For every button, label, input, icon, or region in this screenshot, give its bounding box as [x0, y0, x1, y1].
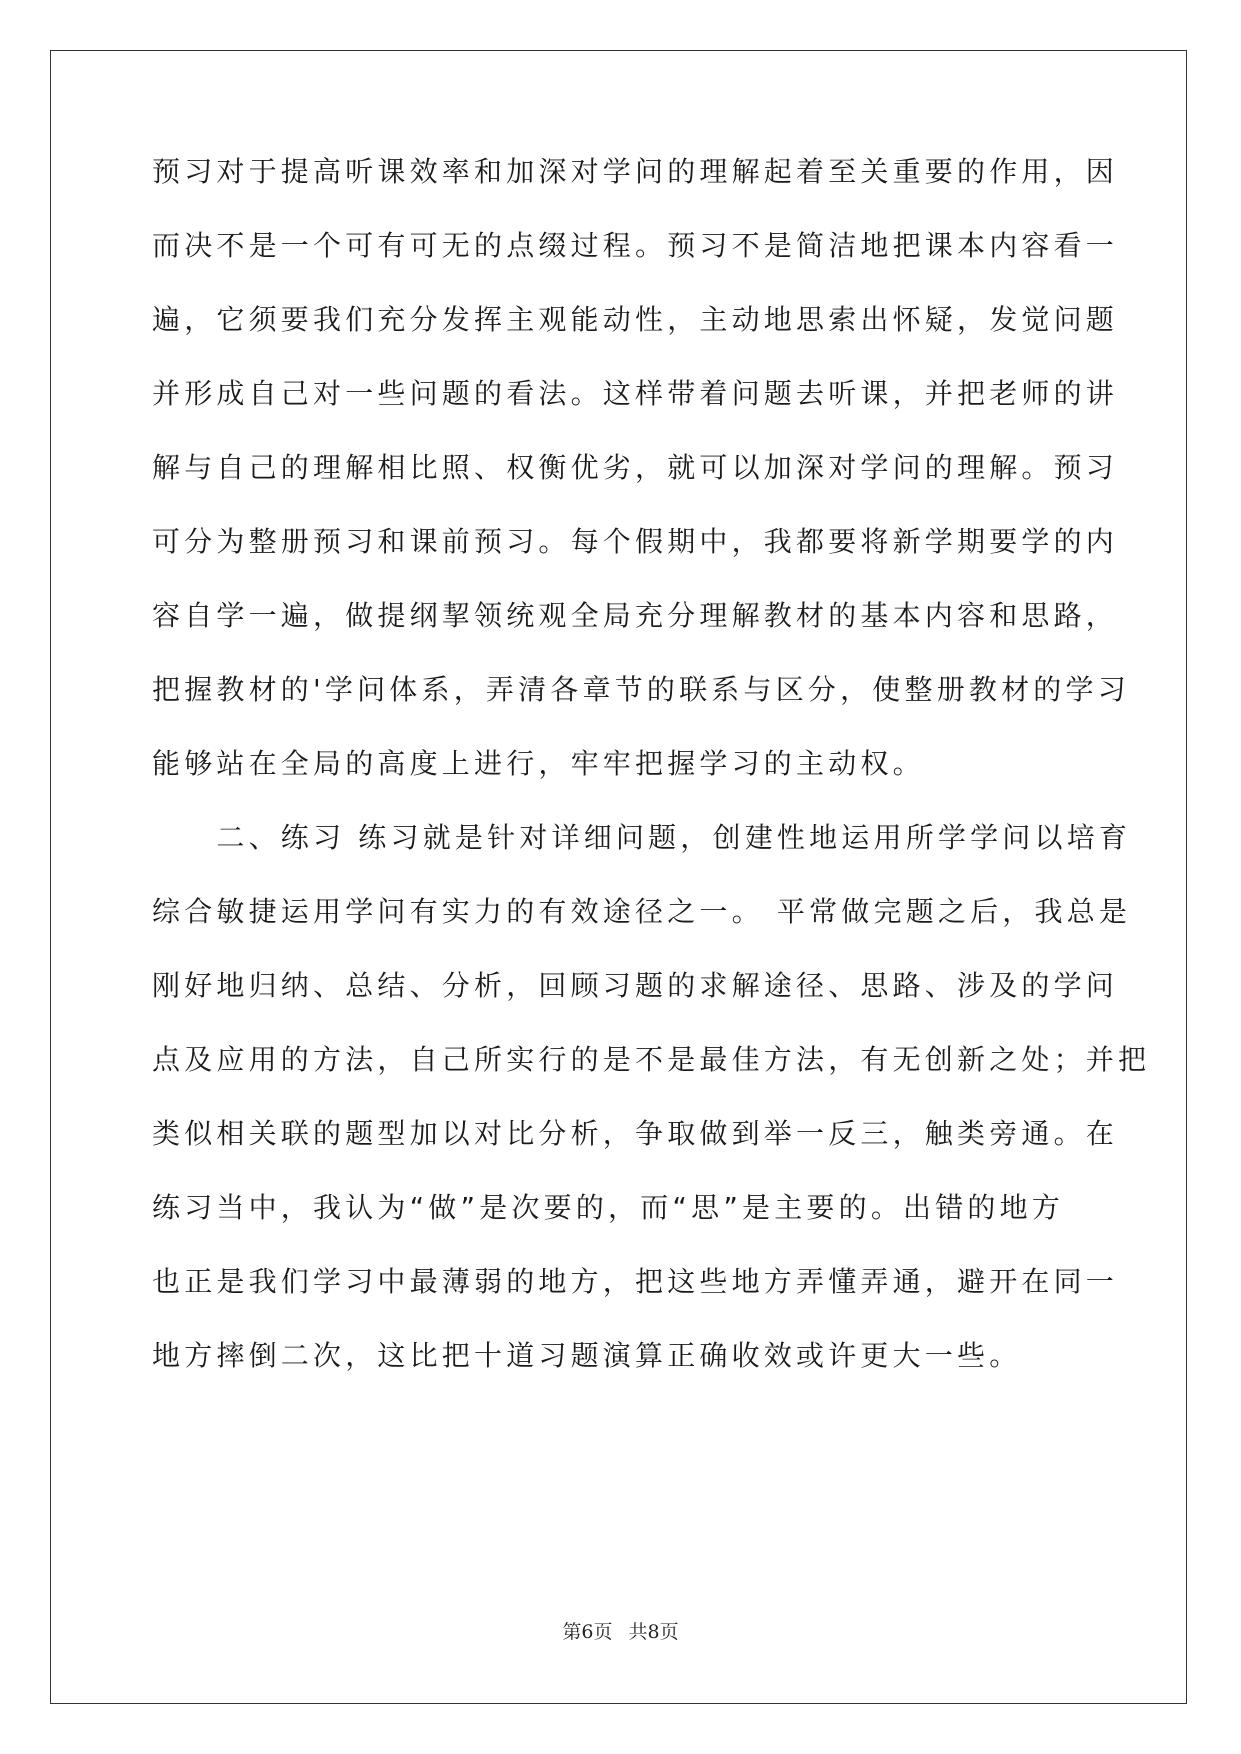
text-line: 可分为整册预习和课前预习。每个假期中，我都要将新学期要学的内: [152, 525, 1119, 558]
text-line: 综合敏捷运用学问有实力的有效途径之一。 平常做完题之后，我总是: [152, 895, 1132, 928]
text-line: 点及应用的方法，自己所实行的是不是最佳方法，有无创新之处；并把: [152, 1043, 1151, 1076]
text-line: 类似相关联的题型加以对比分析，争取做到举一反三，触类旁通。在: [152, 1117, 1119, 1150]
text-line: 而决不是一个可有可无的点缀过程。预习不是简洁地把课本内容看一: [152, 229, 1119, 262]
text-line: 二、练习 练习就是针对详细问题，创建性地运用所学学问以培育: [152, 821, 1132, 854]
page-total: 共8页: [628, 1621, 679, 1643]
text-line: 练习当中，我认为“做”是次要的，而“思”是主要的。出错的地方: [152, 1191, 1065, 1224]
text-line: 预习对于提高听课效率和加深对学问的理解起着至关重要的作用，因: [152, 155, 1119, 188]
page-footer: [0, 1617, 1241, 1644]
text-line: 也正是我们学习中最薄弱的地方，把这些地方弄懂弄通，避开在同一: [152, 1265, 1119, 1298]
text-line: 地方摔倒二次，这比把十道习题演算正确收效或许更大一些。: [152, 1339, 1022, 1372]
text-line: 能够站在全局的高度上进行，牢牢把握学习的主动权。: [152, 747, 925, 780]
page-border: [50, 50, 1187, 1704]
text-line: 并形成自己对一些问题的看法。这样带着问题去听课，并把老师的讲: [152, 377, 1119, 410]
text-line: 遍，它须要我们充分发挥主观能动性，主动地思索出怀疑，发觉问题: [152, 303, 1119, 336]
text-line: 刚好地归纳、总结、分析，回顾习题的求解途径、思路、涉及的学问: [152, 969, 1119, 1002]
text-line: 解与自己的理解相比照、权衡优劣，就可以加深对学问的理解。预习: [152, 451, 1119, 484]
page-number: 第6页: [562, 1621, 613, 1643]
text-line: 把握教材的'学问体系，弄清各章节的联系与区分，使整册教材的学习: [152, 673, 1130, 706]
text-line: 容自学一遍，做提纲挈领统观全局充分理解教材的基本内容和思路，: [152, 599, 1119, 632]
